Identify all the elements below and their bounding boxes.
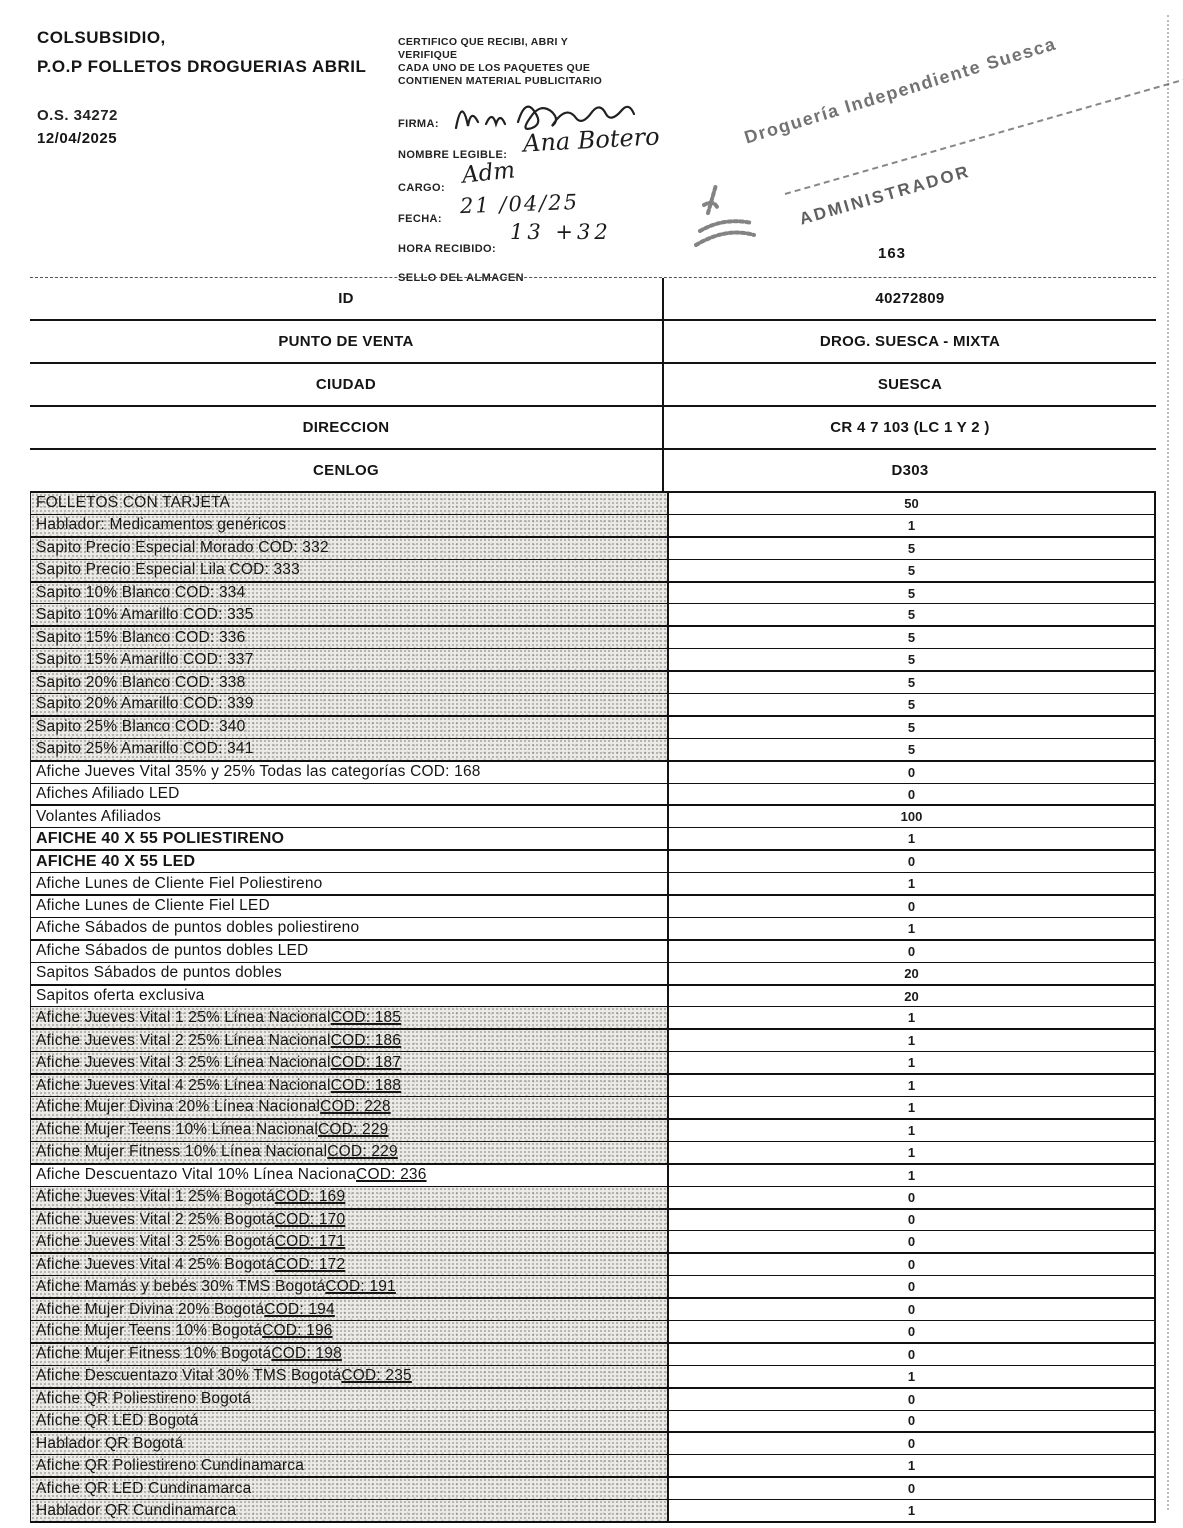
table-row	[31, 1165, 1154, 1187]
item-quantity: 20	[904, 988, 919, 1004]
item-quantity: 0	[907, 854, 916, 870]
item-quantity: 1	[907, 831, 916, 847]
item-label: FOLLETOS CON TARJETA	[31, 493, 669, 514]
fecha-label: FECHA:	[398, 213, 442, 225]
item-label: Sapito Precio Especial Morado COD: 332	[31, 538, 669, 559]
item-label: Afiche Lunes de Cliente Fiel LED	[31, 896, 669, 917]
table-row	[31, 1075, 1154, 1097]
stamp-signature-line	[785, 75, 1183, 195]
table-row	[31, 672, 1154, 694]
table-row	[31, 1276, 1154, 1299]
certification-statement-line: CONTIENEN MATERIAL PUBLICITARIO	[398, 75, 603, 87]
item-quantity: 0	[907, 1189, 916, 1205]
scan-edge-artifact	[1167, 15, 1169, 1510]
delivery-table	[30, 277, 1156, 1523]
item-quantity: 0	[907, 1323, 916, 1339]
table-row	[31, 828, 1154, 851]
item-quantity: 1	[907, 876, 916, 892]
item-quantity: 1	[907, 1458, 916, 1474]
item-label: Afiche Jueves Vital 3 25% Bogotá COD: 171	[31, 1231, 669, 1252]
item-quantity: 0	[907, 1436, 916, 1452]
table-row	[31, 1299, 1154, 1321]
stamp-smudge	[690, 153, 810, 263]
item-quantity: 1	[907, 1503, 916, 1519]
info-table-row	[30, 364, 1156, 407]
table-row	[31, 1389, 1154, 1411]
table-row	[31, 649, 1154, 672]
item-quantity: 0	[907, 1212, 916, 1228]
table-row	[31, 1478, 1154, 1500]
certification-statement-line: CADA UNO DE LOS PAQUETES QUE	[398, 62, 591, 74]
table-row	[31, 1321, 1154, 1344]
table-row	[31, 851, 1154, 873]
info-table-row	[30, 321, 1156, 364]
item-label: Sapito 20% Blanco COD: 338	[31, 672, 669, 693]
table-row	[31, 604, 1154, 627]
item-quantity: 1	[907, 1144, 916, 1160]
certification-statement-line: CERTIFICO QUE RECIBI, ABRI Y	[398, 36, 568, 48]
item-label: Hablador: Medicamentos genéricos	[31, 515, 669, 536]
item-quantity: 1	[907, 1033, 916, 1049]
item-label: Volantes Afiliados	[31, 806, 669, 827]
item-label: Sapito 10% Amarillo COD: 335	[31, 604, 669, 625]
table-row	[31, 784, 1154, 807]
item-quantity: 0	[907, 1302, 916, 1317]
item-quantity: 0	[907, 764, 916, 780]
page-number: 163	[878, 245, 907, 262]
item-label: Afiche Mamás y bebés 30% TMS Bogotá COD: 191	[31, 1276, 669, 1297]
firma-label: FIRMA:	[398, 118, 439, 130]
table-row	[31, 1187, 1154, 1210]
info-field-value: DROG. SUESCA - MIXTA	[819, 333, 1001, 350]
item-label: Sapito 15% Blanco COD: 336	[31, 627, 669, 648]
item-label: Afiche Jueves Vital 2 25% Línea Nacional COD: 186	[31, 1030, 669, 1051]
table-row	[31, 1097, 1154, 1120]
certification-statement-line: VERIFIQUE	[398, 49, 458, 61]
item-label: Afiche Mujer Teens 10% Línea Nacional COD: 229	[31, 1120, 669, 1141]
handwritten-fecha: 21 /04/25	[459, 189, 580, 219]
hora-label: HORA RECIBIDO:	[398, 243, 497, 255]
item-label: Afiche Jueves Vital 3 25% Línea Nacional COD: 187	[31, 1052, 669, 1073]
table-row	[31, 1500, 1154, 1523]
item-quantity: 0	[907, 786, 916, 802]
item-label: Sapito 25% Blanco COD: 340	[31, 717, 669, 738]
table-row	[31, 873, 1154, 896]
info-field-label: CIUDAD	[30, 364, 664, 405]
table-row	[31, 762, 1154, 784]
nombre-label: NOMBRE LEGIBLE:	[398, 149, 508, 161]
item-label: Afiche Sábados de puntos dobles poliestireno	[31, 918, 669, 939]
item-label: Afiche Mujer Fitness 10% Línea Nacional COD: 229	[31, 1142, 669, 1163]
item-label: Afiche QR Poliestireno Bogotá	[31, 1389, 669, 1410]
item-label: Afiche Descuentazo Vital 30% TMS Bogotá COD: 235	[31, 1366, 669, 1387]
item-label: Sapitos oferta exclusiva	[31, 986, 669, 1007]
table-row	[31, 739, 1154, 762]
item-quantity: 1	[907, 1078, 916, 1094]
table-row	[31, 941, 1154, 963]
info-table-row	[30, 278, 1156, 321]
info-field-label: CENLOG	[30, 450, 664, 491]
table-row	[31, 493, 1154, 515]
item-quantity: 5	[907, 607, 916, 623]
table-row	[31, 1344, 1154, 1366]
table-row	[31, 560, 1154, 583]
table-row	[31, 1142, 1154, 1165]
table-row	[31, 1455, 1154, 1478]
table-row	[31, 986, 1154, 1008]
table-row	[31, 1052, 1154, 1075]
info-rows	[30, 277, 1156, 493]
info-field-label: DIRECCION	[30, 407, 664, 448]
item-quantity: 5	[907, 652, 916, 668]
item-label: Afiche Descuentazo Vital 10% Línea Naciona COD: 236	[31, 1165, 669, 1186]
item-label: Afiches Afiliado LED	[31, 784, 669, 805]
info-field-value: 40272809	[875, 290, 945, 307]
item-label: Afiche Mujer Fitness 10% Bogotá COD: 198	[31, 1344, 669, 1365]
item-quantity: 20	[904, 965, 919, 981]
table-row	[31, 1254, 1154, 1276]
item-label: Hablador QR Bogotá	[31, 1433, 669, 1454]
item-label: Sapito 20% Amarillo COD: 339	[31, 694, 669, 715]
item-label: Afiche Lunes de Cliente Fiel Poliestireno	[31, 873, 669, 894]
table-row	[31, 583, 1154, 605]
item-quantity: 0	[907, 1257, 916, 1273]
table-row	[31, 538, 1154, 560]
item-label: Afiche Sábados de puntos dobles LED	[31, 941, 669, 962]
item-label: Sapito 10% Blanco COD: 334	[31, 583, 669, 604]
item-label: Sapito 25% Amarillo COD: 341	[31, 739, 669, 760]
item-quantity: 1	[907, 1122, 916, 1138]
item-label: Afiche Mujer Teens 10% Bogotá COD: 196	[31, 1321, 669, 1342]
item-label: Afiche Jueves Vital 35% y 25% Todas las categorías COD: 168	[31, 762, 669, 783]
item-label: Afiche QR Poliestireno Cundinamarca	[31, 1455, 669, 1476]
stamp-line1: Droguería Independiente Suesca	[741, 33, 1059, 148]
item-quantity: 5	[907, 540, 916, 556]
item-rows	[30, 493, 1156, 1523]
item-label: Afiche Mujer Divina 20% Bogotá COD: 194	[31, 1299, 669, 1320]
item-label: Afiche Jueves Vital 1 25% Bogotá COD: 169	[31, 1187, 669, 1208]
item-label: Afiche Jueves Vital 1 25% Línea Nacional COD: 185	[31, 1007, 669, 1028]
item-label: Sapito 15% Amarillo COD: 337	[31, 649, 669, 670]
cargo-label: CARGO:	[398, 182, 446, 194]
certification-statement	[398, 36, 698, 88]
item-quantity: 50	[904, 495, 919, 511]
item-quantity: 5	[907, 675, 916, 691]
item-quantity: 1	[907, 920, 916, 936]
info-field-label: PUNTO DE VENTA	[30, 321, 664, 362]
item-quantity: 5	[907, 562, 916, 578]
stamp-line2: ADMINISTRADOR	[797, 161, 973, 229]
table-row	[31, 717, 1154, 739]
item-label: Afiche Jueves Vital 2 25% Bogotá COD: 170	[31, 1210, 669, 1231]
info-field-value: CR 4 7 103 (LC 1 Y 2 )	[830, 419, 990, 436]
handwritten-nombre: Ana Botero	[522, 122, 661, 158]
item-quantity: 0	[907, 1346, 916, 1362]
item-quantity: 1	[907, 1055, 916, 1071]
info-field-value: SUESCA	[877, 376, 943, 393]
item-label: Afiche QR LED Cundinamarca	[31, 1478, 669, 1499]
item-label: Afiche Jueves Vital 4 25% Línea Nacional COD: 188	[31, 1075, 669, 1096]
item-label: Afiche QR LED Bogotá	[31, 1411, 669, 1432]
item-quantity: 0	[907, 1391, 916, 1407]
table-row	[31, 1433, 1154, 1455]
item-quantity: 5	[907, 741, 916, 757]
item-quantity: 0	[907, 1234, 916, 1250]
item-label: Afiche Mujer Divina 20% Línea Nacional COD: 228	[31, 1097, 669, 1118]
table-row	[31, 694, 1154, 717]
table-row	[31, 627, 1154, 649]
item-quantity: 5	[907, 696, 916, 712]
item-label: Sapito Precio Especial Lila COD: 333	[31, 560, 669, 581]
item-label: AFICHE 40 X 55 LED	[31, 851, 669, 872]
item-quantity: 0	[907, 943, 916, 959]
item-quantity: 1	[907, 1167, 916, 1183]
item-quantity: 1	[907, 517, 916, 533]
item-quantity: 0	[907, 1481, 916, 1497]
item-quantity: 1	[907, 1099, 916, 1115]
item-quantity: 0	[907, 1413, 916, 1429]
company-name: COLSUBSIDIO,	[37, 28, 166, 47]
info-table-row	[30, 450, 1156, 493]
company-header	[37, 28, 366, 147]
pharmacy-stamp	[690, 28, 1175, 268]
item-quantity: 5	[907, 585, 916, 601]
table-row	[31, 918, 1154, 941]
item-label: Sapitos Sábados de puntos dobles	[31, 963, 669, 984]
table-row	[31, 1210, 1154, 1232]
info-field-label: ID	[30, 278, 664, 319]
item-quantity: 100	[900, 809, 923, 825]
table-row	[31, 1231, 1154, 1254]
table-row	[31, 1120, 1154, 1142]
document-title: P.O.P FOLLETOS DROGUERIAS ABRIL	[37, 57, 367, 76]
item-quantity: 1	[907, 1010, 916, 1026]
item-quantity: 1	[907, 1368, 916, 1384]
item-label: Afiche Jueves Vital 4 25% Bogotá COD: 172	[31, 1254, 669, 1275]
table-row	[31, 896, 1154, 918]
order-number: O.S. 34272	[37, 107, 118, 124]
handwritten-cargo: Adm	[460, 157, 517, 189]
table-row	[31, 963, 1154, 986]
item-quantity: 0	[907, 898, 916, 914]
info-table-row	[30, 407, 1156, 450]
item-quantity: 0	[907, 1279, 916, 1295]
table-row	[31, 1030, 1154, 1052]
item-quantity: 5	[907, 630, 916, 646]
info-field-value: D303	[891, 462, 929, 479]
sello-label: SELLO DEL ALMACEN	[398, 272, 524, 284]
handwritten-hora: 13 +32	[510, 220, 612, 244]
order-date: 12/04/2025	[37, 130, 118, 147]
table-row	[31, 1411, 1154, 1434]
item-quantity: 5	[907, 719, 916, 735]
table-row	[31, 1366, 1154, 1389]
table-row	[31, 806, 1154, 828]
item-label: AFICHE 40 X 55 POLIESTIRENO	[31, 828, 669, 849]
certification-block	[398, 36, 698, 286]
item-label: Hablador QR Cundinamarca	[31, 1500, 669, 1521]
table-row	[31, 1007, 1154, 1030]
table-row	[31, 515, 1154, 538]
